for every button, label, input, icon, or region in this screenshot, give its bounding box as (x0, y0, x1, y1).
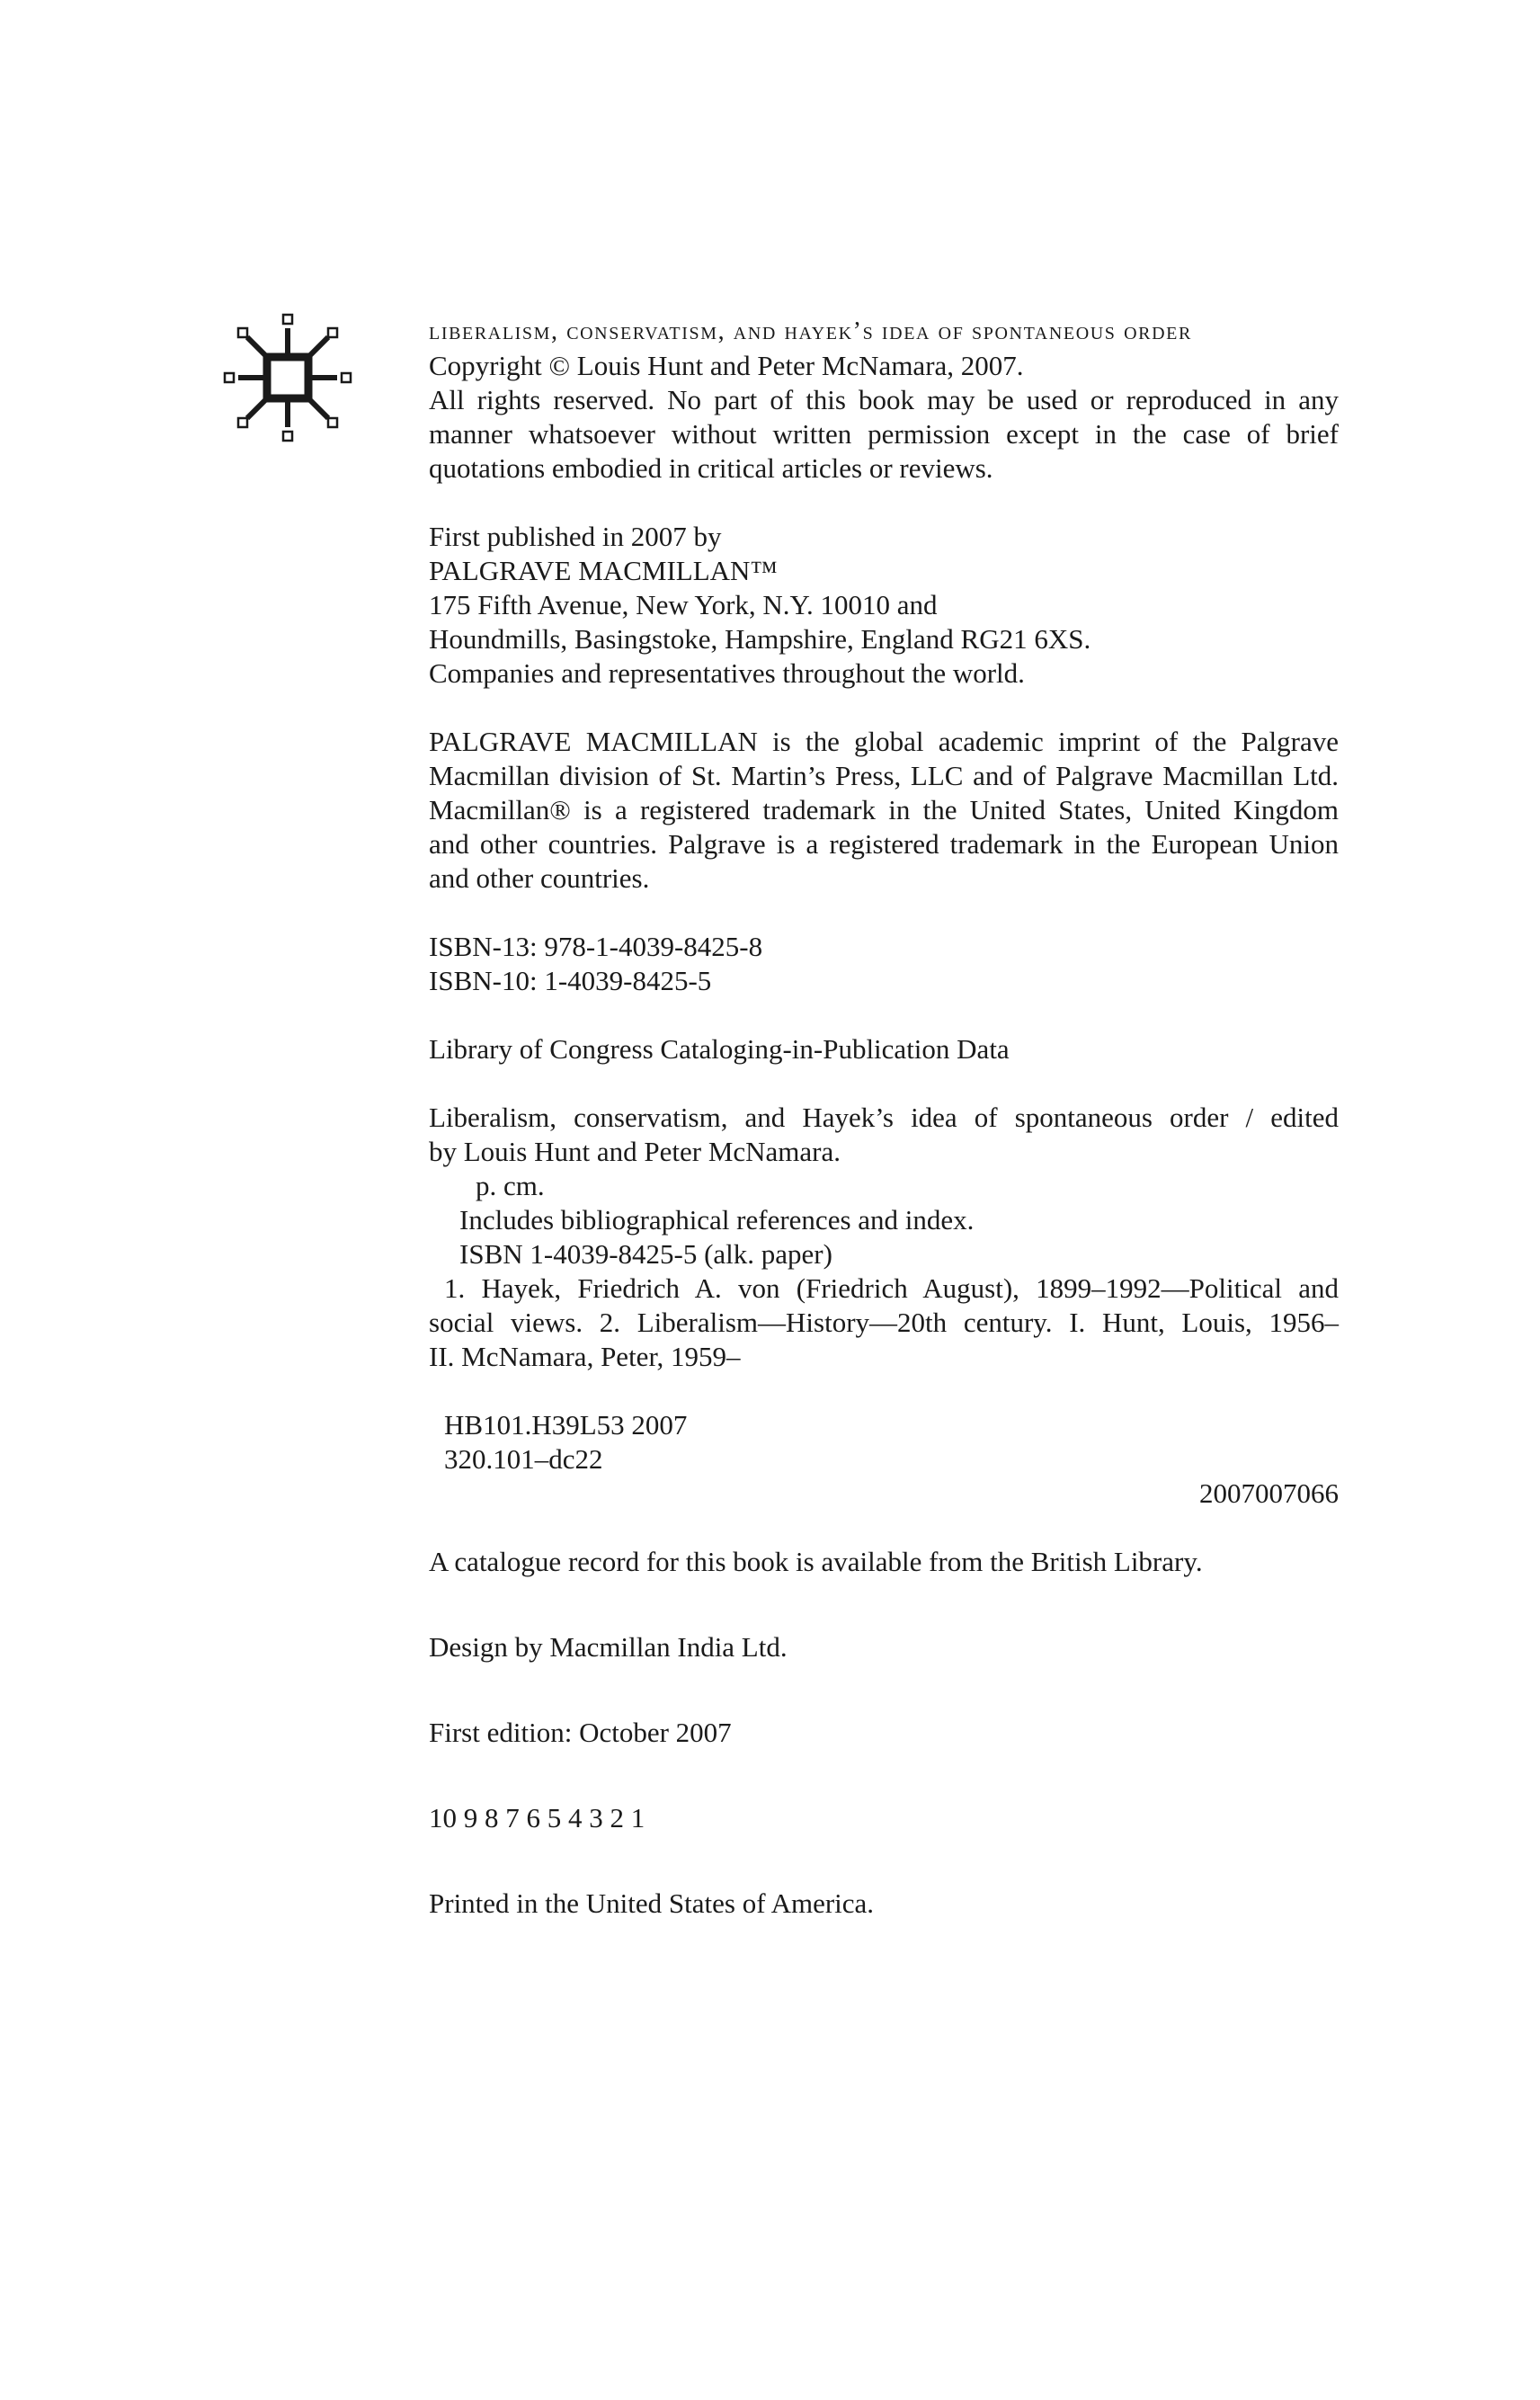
imprint-line-3: Macmillan® is a registered trademark in the United States, United Kingdom (429, 794, 1339, 825)
imprint-line-4: and other countries. Palgrave is a registered trademark in the European Union (429, 828, 1339, 860)
call-number: HB101.H39L53 2007 (444, 1409, 688, 1441)
isbn-10: ISBN-10: 1-4039-8425-5 (429, 965, 712, 996)
cip-line-8: II. McNamara, Peter, 1959– (429, 1341, 741, 1372)
rights-line-1: All rights reserved. No part of this book may be used or reproduced in any (429, 384, 1339, 415)
imprint-line-1: PALGRAVE MACMILLAN is the global academic imprint of the Palgrave (429, 726, 1339, 757)
book-title: liberalism, conservatism, and hayek’s idea of spontaneous order (429, 317, 1192, 345)
copyright-line: Copyright © Louis Hunt and Peter McNamara, 2007. (429, 350, 1024, 381)
cip-line-2: by Louis Hunt and Peter McNamara. (429, 1136, 841, 1167)
publisher-line-5: Companies and representatives throughout the world. (429, 657, 1025, 689)
publisher-line-1: First published in 2007 by (429, 521, 722, 552)
cip-line-1: Liberalism, conservatism, and Hayek’s idea of spontaneous order / edited (429, 1102, 1339, 1133)
imprint-line-5: and other countries. (429, 862, 650, 894)
edition-note: First edition: October 2007 (429, 1717, 732, 1748)
dewey-number: 320.101–dc22 (444, 1443, 603, 1475)
rights-line-3: quotations embodied in critical articles or reviews. (429, 452, 993, 484)
design-credit: Design by Macmillan India Ltd. (429, 1631, 788, 1663)
rights-line-2: manner whatsoever without written permission except in the case of brief (429, 418, 1339, 450)
printing-line: 10 9 8 7 6 5 4 3 2 1 (429, 1802, 645, 1833)
printed-in-note: Printed in the United States of America. (429, 1887, 875, 1919)
isbn-13: ISBN-13: 978-1-4039-8425-8 (429, 931, 763, 962)
cip-line-7: social views. 2. Liberalism—History—20th century. I. Hunt, Louis, 1956– (429, 1307, 1339, 1338)
cip-line-5: ISBN 1-4039-8425-5 (alk. paper) (459, 1238, 832, 1270)
copyright-text-block (429, 315, 1339, 1921)
imprint-line-2: Macmillan division of St. Martin’s Press, LLC and of Palgrave Macmillan Ltd. (429, 760, 1339, 791)
cip-line-6: 1. Hayek, Friedrich A. von (Friedrich August), 1899–1992—Political and (444, 1272, 1339, 1304)
palgrave-logo-icon (220, 310, 355, 445)
cip-line-4: Includes bibliographical references and index. (459, 1204, 975, 1236)
lccn: 2007007066 (1199, 1477, 1339, 1509)
publisher-line-4: Houndmills, Basingstoke, Hampshire, England RG21 6XS. (429, 623, 1091, 655)
publisher-line-3: 175 Fifth Avenue, New York, N.Y. 10010 and (429, 589, 938, 620)
british-library-note: A catalogue record for this book is available from the British Library. (429, 1546, 1203, 1577)
cip-line-3: p. cm. (476, 1170, 545, 1201)
cip-heading: Library of Congress Cataloging-in-Publication Data (429, 1033, 1010, 1065)
publisher-line-2: PALGRAVE MACMILLAN™ (429, 555, 778, 586)
